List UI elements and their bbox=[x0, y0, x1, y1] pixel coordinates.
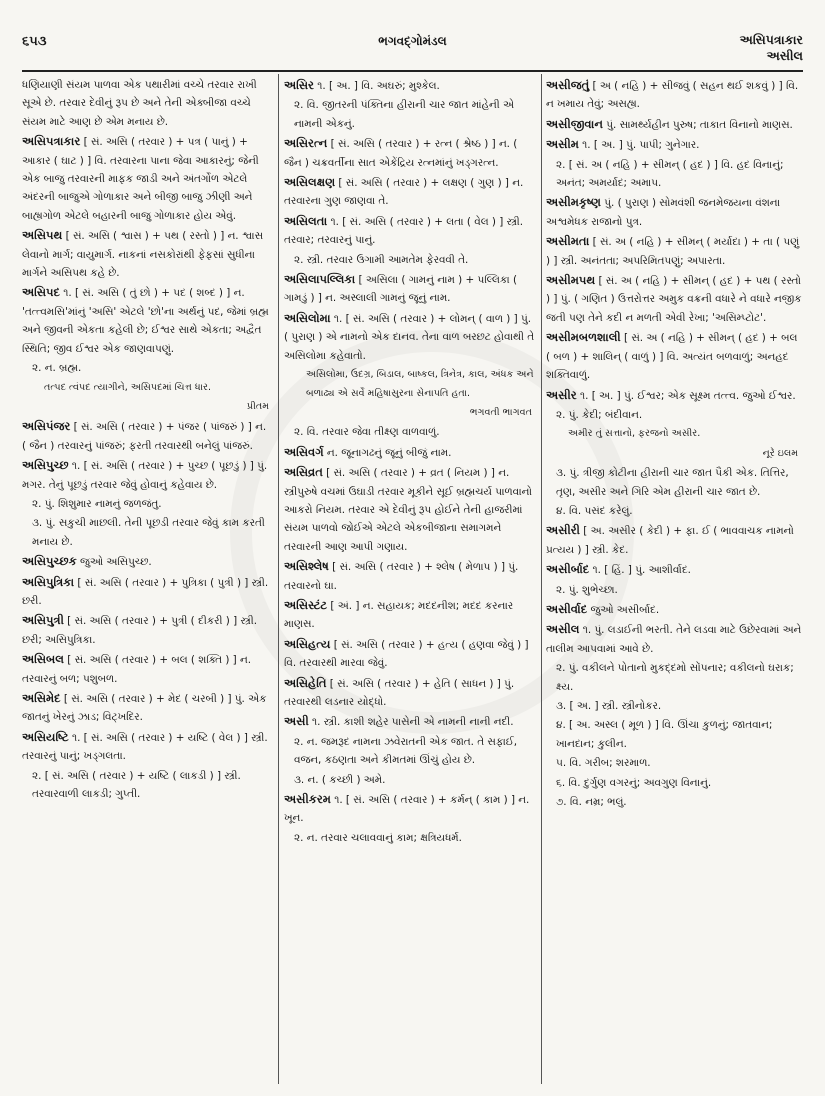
column-3 bbox=[546, 76, 802, 1086]
definition-text: ૧. [ સં. અસિ ( તરવાર ) + લોમન્ ( વાળ ) ] પું. ( પુરાણ ) એ નામનો એક દાનવ. તેના વાળ બરછટ હોવાથી તે અસિલોમા કહેવાતો. bbox=[284, 312, 535, 362]
dictionary-entry bbox=[22, 132, 273, 225]
column-2 bbox=[284, 76, 536, 1086]
dictionary-entry bbox=[546, 386, 802, 405]
definition-text: [ અસિલા ( ગામનું નામ ) + પલ્લિકા ( ગામડું ) ] ન. અસ્લાલી ગામનું જૂનું નામ. bbox=[284, 274, 518, 305]
dictionary-entry bbox=[22, 226, 273, 282]
headword: અસીમ bbox=[546, 137, 579, 152]
headword: અસીર્વાદ bbox=[546, 601, 588, 616]
definition-text: ૧. [ સં. અસિ ( તરવાર ) + યષ્ટિ ( વેલ ) ] સ્ત્રી. તરવારનું પાનું; ખડ્ગલતા. bbox=[22, 731, 268, 763]
sub-definition: ૩. ન. ( કચ્છી ) અમે. bbox=[294, 773, 386, 786]
sub-definition: ૨. [ સં. અ ( નહિ ) + સીમન્ ( હદ ) ] વિ. હદ વિનાનું; અનંત; અમર્યાદ; અમાપ. bbox=[556, 158, 784, 190]
definition-text: [ સં. અસિ ( તરવાર ) + હેતિ ( સાધન ) ] પું. તરવારથી લડનાર યોદ્ધો. bbox=[284, 677, 515, 708]
sub-definition: ૫. વિ. ગરીબ; શરમાળ. bbox=[556, 757, 651, 770]
headword: અસિપદ bbox=[22, 285, 60, 300]
definition-text: ૧. પું. લડાઈની ભરતી. તેને લડવા માટે ઉછેરવામાં અને તાલીમ આપવામાં આવે છે. bbox=[546, 624, 802, 655]
sub-definition: ૨. [ સં. અસિ ( તરવાર ) + યષ્ટિ ( લાકડી ) ] સ્ત્રી. તરવારવાળી લાકડી; ગુપ્તી. bbox=[32, 769, 241, 801]
definition-text: ન. જૂનાગઢનું જૂનું બીજું નામ. bbox=[323, 446, 452, 459]
headword: અસિપત્રાકાર bbox=[22, 134, 81, 149]
headword: અસિપુચ્છક bbox=[22, 554, 77, 569]
sub-definition: ૨. સ્ત્રી. તરવાર ઉગામી આમતેમ ફેરવવી તે. bbox=[294, 253, 469, 266]
sub-definition: ૬. વિ. દુર્ગુણ વગરનું; અવગુણ વિનાનું. bbox=[556, 776, 712, 789]
headword: અસિપંજર bbox=[22, 419, 71, 434]
headword: અસી bbox=[284, 714, 309, 729]
book-title: ભગવદ્ગોમંડલ bbox=[378, 34, 447, 48]
page-number: ૬૫૩ bbox=[22, 34, 47, 49]
dictionary-entry bbox=[546, 328, 802, 384]
dictionary-entry bbox=[546, 521, 802, 559]
definition-text: ૧. [ અ. ] વિ. અઘરું; મુશ્કેલ. bbox=[314, 80, 440, 92]
definition-text: [ સં. અ ( નહિ ) + સીમન્ ( હદ ) + બલ ( બળ ) + શાલિન્ ( વાળું ) ] વિ. અત્યંત બળવાળું; અનહદ શક્તિવાળું. bbox=[546, 332, 798, 382]
definition-text: ૧. [ સં. અસિ ( તરવાર ) + લતા ( વેલ ) ] સ્ત્રી. તરવાર; તરવારનું પાનું. bbox=[284, 215, 524, 247]
continuation-text: ધણિયાણી સંયમ પાળવા એક પથારીમાં વચ્ચે તરવાર રાખી સૂએ છે. તરવાર દેવીનું રૂપ છે અને તેની એક્બીજા વચ્ચે સંયમ માટે આણ છે એમ મનાય છે. bbox=[22, 79, 257, 128]
definition-text: [ સં. અસિ ( તરવાર ) + બલ ( શક્તિ ) ] ન. તરવારનું બળ; પશુબળ. bbox=[22, 654, 252, 685]
definition-text: [ સં. અસિ ( તરવાર ) + વ્રત ( નિયમ ) ] ન. સ્ત્રીપુરુષે વચમાં ઉઘાડી તરવાર મૂકીને સૂઈ બ્રહ્મચર્ય પાળવાનો આકરો નિયમ. તરવાર એ દેવીનું રૂપ હોઈને તેની હાજરીમાં સંયમ પાળવો જોઈએ એટલે એકબીજાના સમાગમને તરવારની આણ આપી ગણાય. bbox=[284, 467, 532, 553]
dictionary-entry bbox=[284, 790, 536, 828]
guide-words bbox=[740, 32, 803, 64]
definition-text: પું. ( પુરાણ ) સોમવંશી જનમેજયના વંશના અશ્વમેધક રાજાનો પુત્ર. bbox=[546, 197, 781, 228]
dictionary-entry bbox=[22, 650, 273, 688]
sub-definition: ૨. પું. શિશુમાર નામનું જળજંતુ. bbox=[32, 497, 162, 510]
headword: અસિયષ્ટિ bbox=[22, 729, 69, 744]
quotation: અમીર તું સત્તાનો, ફરજનો અસીર. bbox=[568, 428, 701, 440]
headword: અસીમકૃષ્ણ bbox=[546, 195, 601, 210]
dictionary-entry bbox=[284, 635, 536, 673]
sub-definition: ૨. વિ. તરવાર જેવા તીક્ષ્ણ વાળવાળું. bbox=[294, 426, 440, 439]
definition-text: [ સં. અસિ ( તરવાર ) + પુત્રી ( દીકરી ) ] સ્ત્રી. છરી; અસિપુત્રિકા. bbox=[22, 615, 258, 646]
headword: અસિર bbox=[284, 78, 314, 92]
definition-text: ૧. [ અ. ] પું. પાપી; ગુનેગાર. bbox=[578, 139, 700, 152]
definition-text: [ સં. અસિ ( તરવાર ) + હત્ય ( હણવા જેવું ) ] વિ. તરવારથી મારવા જેવું. bbox=[284, 638, 529, 670]
dictionary-entry bbox=[22, 689, 273, 727]
headword: અસીકરમ bbox=[284, 792, 331, 807]
dictionary-entry bbox=[546, 232, 802, 270]
sub-definition: ૭. વિ. નમ્ર; ભલું. bbox=[556, 796, 627, 809]
headword: અસીજીવાન bbox=[546, 116, 603, 131]
dictionary-entry bbox=[22, 456, 273, 494]
dictionary-entry bbox=[22, 283, 273, 358]
sub-definition: ૪. [ અ. અસ્લ ( મૂળ ) ] વિ. ઊંચા કુળનું; જાતવાન; ખાનદાન; કુલીન. bbox=[556, 719, 773, 750]
dictionary-entry bbox=[22, 573, 273, 611]
headword: અસિપુત્રિકા bbox=[22, 574, 75, 589]
headword: અસિહેતિ bbox=[284, 675, 327, 690]
quotation-source: પ્રીતમ bbox=[246, 400, 269, 412]
headword: અસીમપથ bbox=[546, 273, 596, 288]
headword: અસિલાપલ્લિકા bbox=[284, 272, 356, 287]
dictionary-entry bbox=[22, 728, 273, 766]
headword: અસિસ્ટંટ bbox=[284, 597, 328, 612]
dictionary-entry bbox=[546, 135, 802, 154]
headword: અસિવર્ગ bbox=[284, 444, 324, 459]
dictionary-entry bbox=[546, 600, 802, 619]
definition-text: જુઓ અસિપુચ્છ. bbox=[76, 556, 152, 569]
headword: અસિવ્રત bbox=[284, 465, 323, 480]
sub-definition: ૨. વિ. જીતરની પંક્તિના હીરાની ચાર જાત માંહેની એ નામની એકનું. bbox=[294, 99, 514, 130]
dictionary-entry bbox=[284, 270, 536, 308]
dictionary-entry bbox=[284, 463, 536, 556]
definition-text: [ અં. ] ન. સહાયક; મદદનીશ; મદદ કરનાર માણસ. bbox=[284, 599, 514, 631]
definition-text: ૧. [ સં. અસિ ( તરવાર ) + કર્મન્ ( કામ ) ] ન. ખૂન. bbox=[284, 794, 530, 825]
quotation: તત્પદ ત્વંપદ ત્યાગીને, અસિપદમાં ચિત્ત ધાર. bbox=[44, 381, 212, 393]
dictionary-entry bbox=[546, 620, 802, 658]
headword: અસિરત્ન bbox=[284, 136, 328, 151]
definition-text: [ અ. અસીર ( કેદી ) + ફા. ઈ ( ભાવવાચક નામનો પ્રત્યય ) ] સ્ત્રી. કેદ. bbox=[546, 525, 794, 556]
dictionary-entry bbox=[284, 596, 536, 634]
page-header bbox=[22, 30, 803, 68]
definition-text: પું. સામર્થ્યહીન પુરુષ; તાકાત વિનાનો માણસ. bbox=[602, 118, 793, 131]
column-1 bbox=[22, 76, 273, 1086]
definition-text: [ સં. અસિ ( તરવાર ) + લક્ષણ ( ગુણ ) ] ન. તરવારના ગુણ જાણવા તે. bbox=[284, 177, 524, 208]
headword: અસિબલ bbox=[22, 652, 64, 667]
guide-word-last: અસીલ bbox=[766, 48, 803, 63]
sub-definition: ૨. પું. કેદી; બંદીવાન. bbox=[556, 408, 643, 421]
headword: અસીલ bbox=[546, 622, 580, 637]
definition-text: [ સં. અસિ ( તરવાર ) + પત્ર ( પાનું ) + આકાર ( ઘાટ ) ] વિ. તરવારના પાના જેવા આકારનું; જેની એક બાજુ તરવારની માફક જાડી અને અંતર્ગોળ એટલે અંદરની બાજુએ ગોળાકાર અને બીજી બાજુ ઝીણી અને બાહ્યગોળ એટલે બહારની બાજુ ગોળાકાર હોય એવું. bbox=[22, 136, 259, 222]
dictionary-entry bbox=[284, 557, 536, 595]
headword: અસિહત્ય bbox=[284, 636, 331, 651]
definition-text: ૧. [ સં. અસિ ( તરવાર ) + પુચ્છ ( પૂછડું ) ] પું. મગર. તેનું પૂછડું તરવાર જેવું હોવાનું કહેવાય છે. bbox=[22, 460, 268, 491]
headword: અસિપથ bbox=[22, 228, 63, 243]
sub-definition: ૨. ન. જમરૂદ નામના ઝવેરાતની એક જાત. તે સફાઈ, વજન, કઠણતા અને કીમતમાં ઊંચું હોય છે. bbox=[294, 735, 518, 767]
definition-text: ૧. [ અ. ] પું. ઈશ્વર; એક સૂક્ષ્મ તત્ત્વ. જુઓ ઈશ્વર. bbox=[576, 389, 796, 402]
headword: અસિમેદ bbox=[22, 691, 61, 705]
sub-definition: ૨. પું. શુભેચ્છા. bbox=[556, 583, 618, 596]
headword: અસીર્બાદ bbox=[546, 562, 590, 577]
column-divider bbox=[541, 74, 542, 1084]
headword: અસીર bbox=[546, 387, 577, 402]
definition-text: [ સં. અસિ ( શ્વાસ ) + પથ ( રસ્તો ) ] ન. શ્વાસ લેવાનો માર્ગ; વાયુમાર્ગ. નાકનાં નસકોરાંથી ફેફસાં સુધીના માર્ગને અસિપથ કહે છે. bbox=[22, 230, 264, 280]
dictionary-entry bbox=[284, 712, 536, 731]
dictionary-entry bbox=[546, 76, 802, 114]
headword: અસિલક્ષણ bbox=[284, 175, 336, 190]
definition-text: [ સં. અસિ ( તરવાર ) + રત્ન ( શ્રેષ્ઠ ) ] ન. ( જૈન ) ચક્રવર્તીના સાત એકેંદ્રિય રત્નમાંનું ખડ્ગરત્ન. bbox=[284, 138, 518, 169]
sub-definition: ૩. પું. સકુચી માછલી. તેની પૂછડી તરવાર જેવું કામ કરતી મનાય છે. bbox=[32, 517, 265, 548]
quotation-source: નૂરે ઇલમ bbox=[762, 447, 798, 459]
dictionary-entry bbox=[22, 417, 273, 455]
guide-word-first: અસિપત્રાકાર bbox=[739, 32, 803, 47]
definition-text: ૧. [ સં. અસિ ( તું છો ) + પદ ( શબ્દ ) ] ન. 'તત્ત્વમસિ'માંનું 'અસિ' એટલે 'છો'ના અર્થનું પદ, જેમાં બ્રહ્મ અને જીવની એકતા કહેલી છે; ઈશ્વર સાથે એકતા; અદ્વૈત સ્થિતિ; જીવ ઈશ્વર એક જાણવાપણું. bbox=[22, 287, 269, 355]
definition-text: [ સં. અસિ ( તરવાર ) + પંજર ( પાંજરું ) ] ન. ( જૈન ) તરવારનું પાંજરું; ફરતી તરવારથી બનેલું પાંજરું. bbox=[22, 421, 267, 452]
dictionary-entry bbox=[284, 674, 536, 712]
headword: અસિપુત્રી bbox=[22, 613, 64, 628]
dictionary-entry bbox=[284, 134, 536, 172]
dictionary-entry bbox=[284, 173, 536, 211]
sub-definition: ૨. પું. વકીલને પોતાનો મુકદ્દમો સોંપનાર; વકીલનો ઘરાક; ક્ષ્ય. bbox=[556, 662, 794, 693]
definition-text: [ સં. અસિ ( તરવાર ) + શ્લેષ ( મેળાપ ) ] પું. તરવારનો ઘા. bbox=[284, 561, 519, 592]
sub-definition: ૩. પું. ત્રીજી કોટીના હીરાની ચાર જાત પૈકી એક. તિત્તિર, તૃણ, અસીર અને ગિરિ એમ હીરાની ચાર જાત છે. bbox=[556, 467, 789, 498]
quotation: અસિલોમા, ઉદગ્ર, બિડાલ, બાષ્કલ, ત્રિનેત્ર, કાલ, અંધક અને બળાઢ્ય એ સર્વે મહિષાસુરના સેનાપતિ હતા. bbox=[306, 369, 534, 399]
headword: અસિલોમા bbox=[284, 310, 331, 325]
definition-text: જુઓ અસીર્બાદ. bbox=[587, 603, 660, 616]
dictionary-entry bbox=[546, 193, 802, 231]
headword: અસીમતા bbox=[546, 234, 590, 249]
dictionary-entry bbox=[22, 552, 273, 571]
dictionary-entry bbox=[284, 76, 536, 95]
definition-text: [ સં. અ ( નહિ ) + સીમન્ ( મર્યાદા ) + તા ( પણું ) ] સ્ત્રી. અનંતતા; અપરિમિતપણું; અપારતા. bbox=[546, 236, 800, 267]
headword: અસિશ્લેષ bbox=[284, 559, 329, 574]
sub-definition: ૩. [ અ. ] સ્ત્રી. સ્ત્રીનોકર. bbox=[556, 700, 662, 712]
sub-definition: ૨. ન. બ્રહ્મ. bbox=[32, 362, 82, 375]
headword: અસીરી bbox=[546, 523, 580, 538]
dictionary-entry bbox=[284, 212, 536, 250]
definition-text: [ સં. અ ( નહિ ) + સીમન્ ( હદ ) + પથ ( રસ્તો ) ] પું. ( ગણિત ) ઉત્તરોત્તર અમુક વક્રની વધારે ને વધારે નજીક જતી પણ તેને કદી ન મળતી એવી રેખા; 'અસિમ્પ્ટોટ'. bbox=[546, 275, 802, 324]
headword: અસીજતું bbox=[546, 78, 590, 92]
sub-definition: ૪. વિ. પસંદ કરેલું. bbox=[556, 504, 633, 517]
dictionary-entry bbox=[546, 560, 802, 579]
dictionary-entry bbox=[22, 611, 273, 649]
definition-text: ૧. સ્ત્રી. કાશી શહેર પાસેની એ નામની નાની નદી. bbox=[308, 716, 514, 729]
definition-text: [ અ ( નહિ ) + સીજવું ( સહન થઈ શકવું ) ] વિ. ન ખમાય તેવું; અસહ્ય. bbox=[546, 80, 799, 111]
dictionary-entry bbox=[546, 271, 802, 327]
headword: અસિપુચ્છ bbox=[22, 458, 69, 473]
dictionary-entry bbox=[284, 443, 536, 462]
dictionary-entry bbox=[284, 309, 536, 365]
definition-text: [ સં. અસિ ( તરવાર ) + મેદ ( ચરબી ) ] પું. એક જાતનું ખેરનું ઝાડ; વિટ્ખદિર. bbox=[22, 693, 267, 724]
headword: અસિલતા bbox=[284, 213, 328, 228]
column-divider bbox=[278, 74, 279, 1084]
quotation-source: ભગવતી ભાગવત bbox=[469, 406, 532, 418]
dictionary-entry bbox=[546, 115, 802, 134]
header-rule bbox=[22, 70, 803, 72]
sub-definition: ૨. ન. તરવાર ચલાવવાનું કામ; ક્ષત્રિયધર્મ. bbox=[294, 831, 462, 844]
definition-text: ૧. [ હિં. ] પું. આશીર્વાદ. bbox=[589, 564, 691, 577]
definition-text: [ સં. અસિ ( તરવાર ) + પુત્રિકા ( પુત્રી ) ] સ્ત્રી. છરી. bbox=[22, 576, 269, 607]
headword: અસીમબળશાલી bbox=[546, 330, 621, 345]
